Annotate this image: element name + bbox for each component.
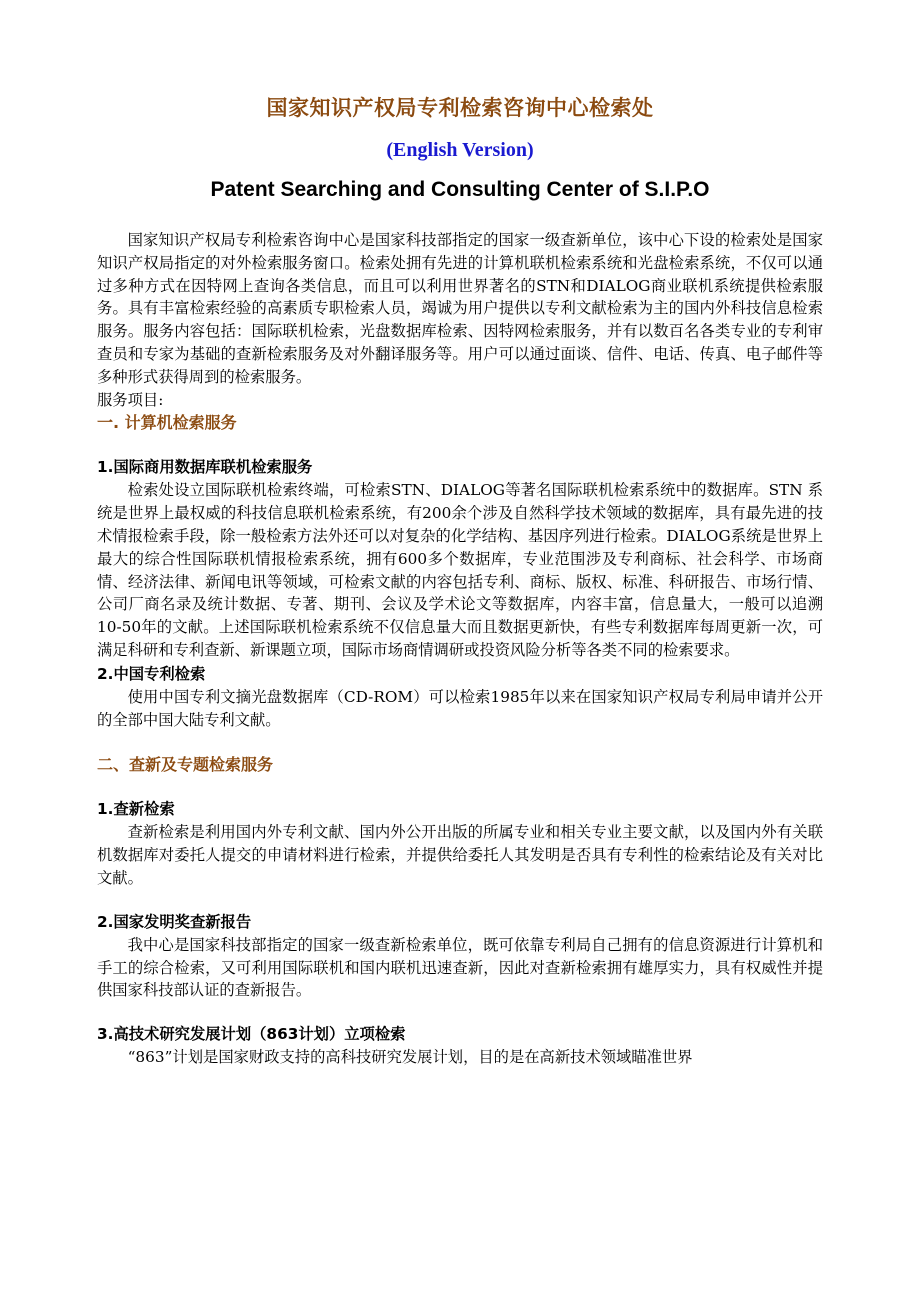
subheading-863-plan-search: 3.高技术研究发展计划（863计划）立项检索 [97, 1025, 406, 1044]
services-label: 服务项目: [97, 390, 164, 409]
page-title-english: Patent Searching and Consulting Center of S.I.P.O [210, 178, 710, 201]
page-title-chinese: 国家知识产权局专利检索咨询中心检索处 [266, 96, 654, 120]
paragraph-international-online-search: 检索处设立国际联机检索终端，可检索STN、DIALOG等著名国际联机检索系统中的数据库。STN 系统是世界上最权威的科技信息联机检索系统，有200余个涉及自然科学技术领域的数据库，具有最先进的技术情报检索手段，除一般检索方法外还可以对复杂的化学结构、基因序列进行检索。DIALOG系统是世界上最大的综合性国际联机情报检索系统，拥有600多个数据库，专业范围涉及专利商标、社会科学、市场商情、经济法律、新闻电讯等领域，可检索文献的内容包括专利、商标、版权、标准、科研报告、市场行情、公司厂商名录及统计数据、专著、期刊、会议及学术论文等数据库，内容丰富，信息量大，一般可以追溯10-50年的文献。上述国际联机检索系统不仅信息量大而且数据更新快，有些专利数据库每周更新一次，可满足科研和专利查新、新课题立项，国际市场商情调研或投资风险分析等各类不同的检索要求。 [97, 481, 823, 659]
english-version-link[interactable]: (English Version) [386, 139, 534, 161]
subheading-china-patent-search: 2.中国专利检索 [97, 664, 206, 683]
subheading-international-online-search: 1.国际商用数据库联机检索服务 [97, 458, 313, 477]
intro-paragraph: 国家知识产权局专利检索咨询中心是国家科技部指定的国家一级查新单位，该中心下设的检索处是国家知识产权局指定的对外检索服务窗口。检索处拥有先进的计算机联机检索系统和光盘检索系统，不仅可以通过多种方式在因特网上查询各类信息，而且可以利用世界著名的STN和DIALOG商业联机系统提供检索服务。具有丰富检索经验的高素质专职检索人员，竭诚为用户提供以专利文献检索为主的国内外科技信息检索服务。服务内容包括：国际联机检索，光盘数据库检索、因特网检索服务，并有以数百名各类专业的专利审查员和专家为基础的查新检索服务及对外翻译服务等。用户可以通过面谈、信件、电话、传真、电子邮件等多种形式获得周到的检索服务。 [97, 231, 823, 386]
paragraph-china-patent-search: 使用中国专利文摘光盘数据库（CD-ROM）可以检索1985年以来在国家知识产权局专利局申请并公开的全部中国大陆专利文献。 [97, 687, 823, 729]
paragraph-novelty-search: 查新检索是利用国内外专利文献、国内外公开出版的所属专业和相关专业主要文献，以及国内外有关联机数据库对委托人提交的申请材料进行检索，并提供给委托人其发明是否具有专利性的检索结论及有关对比文献。 [97, 823, 823, 887]
subheading-novelty-search: 1.查新检索 [97, 800, 175, 819]
section-heading-novelty-search: 二、查新及专题检索服务 [97, 755, 274, 775]
subheading-invention-award-report: 2.国家发明奖查新报告 [97, 912, 252, 931]
document-page [97, 90, 823, 1069]
paragraph-invention-award-report: 我中心是国家科技部指定的国家一级查新检索单位，既可依靠专利局自己拥有的信息资源进行计算机和手工的综合检索，又可利用国际联机和国内联机迅速查新，因此对查新检索拥有雄厚实力，具有权威性并提供国家科技部认证的查新报告。 [97, 935, 823, 1000]
paragraph-863-plan-search: “863”计划是国家财政支持的高科技研究发展计划，目的是在高新技术领域瞄准世界 [127, 1048, 693, 1067]
section-heading-computer-search: 一. 计算机检索服务 [97, 413, 237, 433]
